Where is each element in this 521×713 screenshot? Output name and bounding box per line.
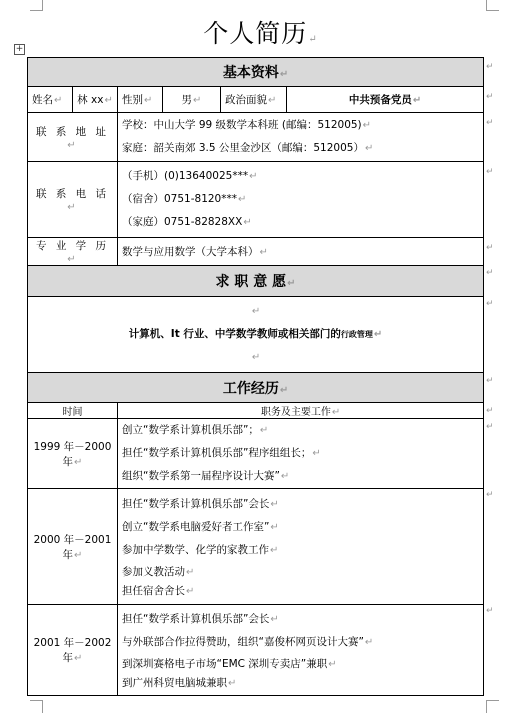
paragraph-mark-icon: ↵: [364, 637, 374, 648]
phone-line: [122, 211, 479, 234]
name-value-cell[interactable]: [73, 87, 118, 113]
gender-value: 男: [181, 94, 193, 106]
cell-mark-icon: ↵: [54, 95, 63, 106]
row-end-mark-icon: ↵: [486, 422, 494, 432]
cell-mark-icon: ↵: [144, 95, 153, 106]
work-item: [122, 654, 479, 675]
cell-mark-icon: ↵: [193, 95, 202, 106]
address-value-cell[interactable]: [118, 113, 484, 162]
work-time: 1999 年－2000 年: [33, 440, 112, 468]
paragraph-mark-icon: ↵: [280, 471, 290, 482]
paragraph-mark-icon: ↵: [251, 352, 261, 363]
politics-label-cell[interactable]: [221, 87, 287, 113]
gender-label: 性别: [122, 94, 143, 106]
cell-mark-icon: ↵: [67, 139, 79, 151]
work-time-cell[interactable]: [28, 605, 118, 696]
politics-value-cell[interactable]: [287, 87, 484, 113]
paragraph-mark-icon: ↵: [186, 586, 195, 597]
cell-mark-icon: ↵: [104, 95, 113, 106]
work-col-time-header[interactable]: [28, 403, 118, 419]
work-item-text: 与外联部合作拉得赞助，组织“嘉俊杯网页设计大赛”: [122, 636, 364, 648]
work-duty-cell[interactable]: [118, 419, 484, 489]
cell-mark-icon: ↵: [67, 202, 79, 213]
row-end-mark-icon: ↵: [486, 490, 494, 500]
page-corner-mark: [30, 700, 43, 713]
major-label: 专 业 学 历: [35, 240, 109, 252]
row-end-mark-icon: ↵: [486, 299, 494, 309]
paragraph-mark-icon: ↵: [328, 659, 337, 670]
job-objective-cell[interactable]: [28, 297, 484, 373]
work-item: [122, 539, 479, 562]
cell-mark-icon: ↵: [259, 247, 268, 258]
paragraph-mark-icon: ↵: [249, 171, 258, 182]
work-time-cell[interactable]: [28, 419, 118, 489]
row-end-mark-icon: ↵: [486, 118, 494, 128]
page-corner-mark: [486, 700, 499, 713]
work-item: [122, 631, 479, 654]
work-item: [122, 465, 479, 488]
section-header-job[interactable]: [28, 266, 484, 297]
work-duty-cell[interactable]: [118, 489, 484, 605]
work-time-cell[interactable]: [28, 489, 118, 605]
document-title[interactable]: [0, 14, 521, 50]
address-label: 联 系 地 址: [35, 125, 109, 138]
work-item-text: 创立“数学系计算机俱乐部”；: [122, 424, 259, 436]
paragraph-mark-icon: ↵: [373, 329, 383, 340]
gender-label-cell[interactable]: [118, 87, 163, 113]
work-col-duty-header[interactable]: [118, 403, 484, 419]
paragraph-mark-icon: ↵: [312, 448, 321, 459]
paragraph-mark-icon: ↵: [251, 306, 261, 317]
row-end-mark-icon: ↵: [486, 62, 494, 72]
work-item-text: 参加义教活动: [122, 566, 185, 578]
politics-label: 政治面貌: [225, 94, 267, 106]
cell-mark-icon: ↵: [331, 407, 341, 418]
work-item-text: 组织“数学系第一届程序设计大赛”: [122, 470, 280, 482]
address-line: [122, 137, 479, 160]
cell-mark-icon: ↵: [268, 95, 277, 106]
phone-line: [122, 188, 479, 211]
work-item-text: 创立“数学系电脑爱好者工作室”: [122, 521, 270, 533]
major-value: 数学与应用数学（大学本科）: [122, 246, 259, 258]
cell-mark-icon: ↵: [74, 653, 83, 664]
section-title: 工作经历: [222, 380, 279, 397]
work-time: 2000 年－2001 年: [33, 533, 112, 561]
phone-line: [122, 165, 479, 188]
name-label: 姓名: [32, 94, 53, 106]
address-label-cell[interactable]: [28, 113, 118, 162]
address-text: 家庭：韶关南郊 3.5 公里金沙区（邮编：512005）: [122, 142, 364, 154]
paragraph-mark-icon: ↵: [270, 545, 279, 556]
cell-mark-icon: ↵: [67, 254, 79, 265]
phone-text: （手机）(0)13640025***: [122, 170, 249, 182]
row-end-mark-icon: ↵: [486, 243, 494, 253]
work-item: [122, 493, 479, 516]
page-corner-mark: [486, 0, 499, 11]
name-label-cell[interactable]: [28, 87, 73, 113]
paragraph-mark-icon: ↵: [287, 278, 296, 289]
name-value: 林 xx: [77, 94, 104, 106]
paragraph-mark-icon: ↵: [237, 194, 247, 205]
work-duty-cell[interactable]: [118, 605, 484, 696]
address-line: [122, 114, 479, 137]
gender-value-cell[interactable]: [163, 87, 221, 113]
work-item-text: 参加中学数学、化学的家教工作: [122, 544, 269, 556]
job-objective-small-text: 行政管理: [340, 330, 373, 339]
work-item-text: 担任“数学系计算机俱乐部”程序组组长；: [122, 447, 312, 459]
politics-value: 中共预备党员: [348, 94, 412, 106]
cell-mark-icon: ↵: [412, 95, 422, 106]
work-item-text: 到广州科贸电脑城兼职: [122, 677, 227, 689]
table-move-handle-icon[interactable]: +: [15, 44, 24, 54]
job-objective-line: [32, 323, 479, 346]
phone-text: （家庭）0751-82828XX: [122, 216, 243, 228]
paragraph-mark-icon: ↵: [259, 425, 269, 436]
address-text: 学校：中山大学 99 级数学本科班 (邮编：512005): [122, 119, 362, 131]
row-end-mark-icon: ↵: [486, 376, 494, 386]
paragraph-mark-icon: ↵: [308, 34, 318, 45]
phone-text: （宿舍）0751-8120***: [122, 193, 237, 205]
work-time: 2001 年－2002 年: [33, 637, 112, 664]
paragraph-mark-icon: ↵: [279, 384, 289, 396]
row-end-mark-icon: ↵: [486, 92, 494, 102]
cell-mark-icon: ↵: [74, 549, 83, 561]
resume-table[interactable]: [27, 57, 484, 696]
row-end-mark-icon: ↵: [486, 606, 494, 616]
paragraph-mark-icon: ↵: [364, 143, 374, 154]
phone-label-cell[interactable]: [28, 162, 118, 238]
major-label-cell[interactable]: [28, 238, 118, 266]
row-end-mark-icon: ↵: [486, 167, 494, 177]
work-item: [122, 562, 479, 583]
work-item-text: 到深圳赛格电子市场“EMC 深圳专卖店”兼职: [122, 658, 328, 670]
work-item: [122, 516, 479, 539]
work-item-text: 担任“数学系计算机俱乐部”会长: [122, 498, 270, 510]
row-end-mark-icon: ↵: [486, 406, 494, 416]
paragraph-mark-icon: ↵: [270, 499, 279, 510]
work-item: [122, 608, 479, 631]
paragraph-mark-icon: ↵: [279, 69, 289, 80]
section-header-basic[interactable]: [28, 58, 484, 87]
section-title: 求 职 意 愿: [215, 274, 287, 290]
work-item-text: 担任“数学系计算机俱乐部”会长: [122, 613, 270, 625]
paragraph-mark-icon: ↵: [186, 567, 195, 578]
work-item: [122, 675, 479, 692]
paragraph-mark-icon: ↵: [362, 120, 372, 131]
section-title: 基本资料: [222, 65, 279, 81]
page-corner-mark: [30, 0, 43, 11]
phone-value-cell[interactable]: [118, 162, 484, 238]
job-objective-text: 计算机、It 行业、中学数学教师或相关部门的: [128, 328, 341, 340]
work-item: [122, 419, 479, 442]
paragraph-mark-icon: ↵: [270, 522, 279, 533]
work-item-text: 担任宿舍舍长: [122, 585, 185, 597]
major-value-cell[interactable]: [118, 238, 484, 266]
column-header: 时间: [62, 407, 83, 418]
phone-label: 联 系 电 话: [35, 188, 109, 200]
column-header: 职务及主要工作: [260, 407, 331, 418]
section-header-work[interactable]: [28, 373, 484, 403]
work-item: [122, 583, 479, 600]
cell-mark-icon: ↵: [74, 456, 83, 468]
paragraph-mark-icon: ↵: [270, 614, 279, 625]
title-text: 个人简历: [203, 19, 308, 48]
row-end-mark-icon: ↵: [486, 268, 494, 278]
paragraph-mark-icon: ↵: [228, 678, 237, 689]
paragraph-mark-icon: ↵: [243, 217, 252, 228]
work-item: [122, 442, 479, 465]
